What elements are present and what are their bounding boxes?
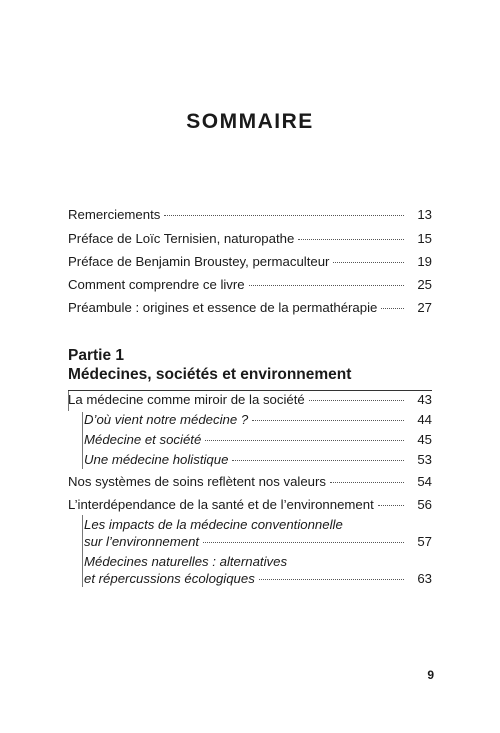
part-label: Partie 1: [68, 347, 125, 364]
toc-entry-preface-broustey[interactable]: [68, 254, 432, 270]
toc-subentry-medecine-societe[interactable]: [84, 432, 432, 448]
toc-entry-line: [84, 533, 432, 550]
toc-entry-label: Médecines naturelles : alternatives: [84, 554, 288, 569]
part-title: Médecines, sociétés et environnement: [68, 366, 352, 383]
toc-entry-interdependance[interactable]: [68, 497, 432, 513]
toc-subentry-medecines-naturelles[interactable]: [84, 553, 432, 587]
toc-page-number: 54: [417, 474, 432, 489]
toc-entry-label: L’interdépendance de la santé et de l’environnement: [68, 497, 374, 512]
subsection-bracket: [82, 515, 83, 587]
toc-page-number: 63: [417, 571, 432, 586]
dot-leader: [309, 400, 404, 401]
toc-page-number: 25: [417, 277, 432, 292]
toc-entry-label: Les impacts de la médecine conventionnelle: [84, 517, 343, 532]
dot-leader: [232, 460, 404, 461]
dot-leader: [252, 420, 404, 421]
toc-subentry-origine[interactable]: [84, 412, 432, 428]
toc-page-number: 53: [417, 452, 432, 467]
toc-entry-label: Préface de Benjamin Broustey, permaculteur: [68, 254, 330, 269]
toc-entry-remerciements[interactable]: [68, 207, 432, 223]
toc-entry-label: Préface de Loïc Ternisien, naturopathe: [68, 231, 295, 246]
folio-page-number: 9: [427, 668, 434, 682]
toc-page-number: 19: [417, 254, 432, 269]
dot-leader: [164, 215, 404, 216]
dot-leader: [381, 308, 404, 309]
toc-entry-line: [84, 570, 432, 587]
dot-leader: [203, 542, 404, 543]
toc-page-number: 13: [417, 207, 432, 222]
toc-page-number: 43: [417, 392, 432, 407]
toc-page-number: 27: [417, 300, 432, 315]
subsection-bracket: [82, 412, 83, 469]
toc-page-number: 44: [417, 412, 432, 427]
dot-leader: [259, 579, 404, 580]
dot-leader: [205, 440, 404, 441]
dot-leader: [249, 285, 404, 286]
dot-leader: [333, 262, 404, 263]
toc-page-number: 56: [417, 497, 432, 512]
toc-entry-label: Nos systèmes de soins reflètent nos valeurs: [68, 474, 327, 489]
toc-entry-label: et répercussions écologiques: [84, 571, 255, 586]
toc-entry-label: Médecine et société: [84, 432, 202, 447]
toc-page-number: 15: [417, 231, 432, 246]
toc-entry-comment-comprendre[interactable]: [68, 277, 432, 293]
toc-entry-systemes-soins[interactable]: [68, 474, 432, 490]
dot-leader: [330, 482, 404, 483]
toc-entry-label: La médecine comme miroir de la société: [68, 392, 305, 407]
toc-entry-preface-ternisien[interactable]: [68, 231, 432, 247]
toc-entry-label: Comment comprendre ce livre: [68, 277, 245, 292]
toc-entry-preambule[interactable]: [68, 300, 432, 316]
toc-subentry-holistique[interactable]: [84, 452, 432, 468]
page-title: SOMMAIRE: [186, 110, 314, 133]
dot-leader: [378, 505, 404, 506]
part-divider: [68, 390, 432, 391]
dot-leader: [298, 239, 404, 240]
toc-entry-label: D’où vient notre médecine ?: [84, 412, 249, 427]
toc-entry-label: Une médecine holistique: [84, 452, 229, 467]
toc-entry-label: Remerciements: [68, 207, 161, 222]
toc-entry-medecine-miroir[interactable]: [68, 392, 432, 408]
toc-page-number: 57: [417, 534, 432, 549]
toc-subentry-impacts[interactable]: [84, 516, 432, 550]
toc-entry-label: sur l’environnement: [84, 534, 200, 549]
toc-entry-label: Préambule : origines et essence de la permathérapie: [68, 300, 378, 315]
toc-page-number: 45: [417, 432, 432, 447]
